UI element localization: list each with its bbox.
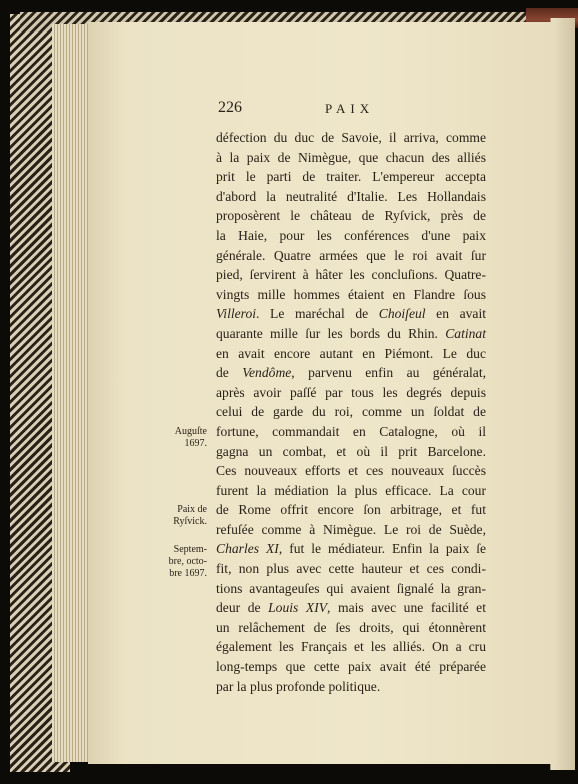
text-line: long-temps que cette paix avait été préparée — [216, 659, 486, 675]
margin-note-line: bre 1697. — [169, 567, 207, 579]
text-line: de Vendôme, parvenu enfin au généralat, — [216, 365, 486, 381]
text-line: pied, ſervirent à hâter les concluſions. Quatre- — [216, 267, 486, 283]
margin-note — [153, 426, 207, 450]
text-line: vingts mille hommes étaient en Flandre ſous — [216, 286, 486, 302]
margin-note-line: Septem- — [173, 543, 207, 555]
text-line: prit le parti de traiter. L'empereur accepta — [216, 169, 486, 185]
text-line: refuſée comme à Nimègue. Le roi de Suède, — [216, 521, 486, 537]
margin-note-line: Ryſvick. — [173, 516, 207, 528]
text-line: proposèrent le château de Ryſvick, près de — [216, 208, 486, 224]
text-line: Ces nouveaux efforts et ces nouveaux ſuccès — [216, 463, 486, 479]
margin-note-line: bre, octo- — [168, 555, 207, 567]
body-text — [216, 128, 486, 696]
text-line: d'abord la neutralité d'Italie. Les Hollandais — [216, 188, 486, 204]
text-line: après avoir paſſé par tous les degrés depuis — [216, 384, 486, 400]
margin-note — [153, 504, 207, 528]
text-line: Villeroi. Le maréchal de Choiſeul en avait — [216, 306, 486, 322]
text-line: furent la médiation la plus efficace. La cour — [216, 482, 486, 498]
text-line: de Rome offrit encore ſon arbitrage, et fut — [216, 502, 486, 518]
text-line: en avait encore autant en Piémont. Le duc — [216, 345, 486, 361]
text-line: tions avantageuſes qui avaient ſignalé la gran- — [216, 580, 486, 596]
text-line: défection du duc de Savoie, il arriva, comme — [216, 130, 486, 145]
margin-note — [153, 544, 207, 580]
text-line: quarante mille ſur les bords du Rhin. Catinat — [216, 325, 486, 341]
margin-note-line: Auguſte — [174, 426, 207, 437]
page-edges — [52, 24, 92, 762]
text-line: deur de Louis XIV, mais avec une facilité et — [216, 600, 486, 616]
text-line: générale. Quatre armées que le roi avait ſur — [216, 247, 486, 263]
text-line: fortune, commandait en Catalogne, où il — [216, 423, 486, 439]
text-line: à la paix de Nimègue, que chacun des alliés — [216, 149, 486, 165]
running-head: PAIX — [325, 101, 375, 116]
text-line: fit, non plus avec cette hauteur et ces condi- — [216, 561, 486, 577]
page-number: 226 — [218, 99, 242, 116]
text-line: un relâchement de ſes droits, qui étonnèrent — [216, 619, 486, 635]
text-line: par la plus profonde politique. — [216, 678, 381, 694]
margin-note-line: 1697. — [184, 438, 207, 449]
text-line: Charles XI, fut le médiateur. Enfin la paix ſe — [216, 541, 487, 557]
text-line: celui de garde du roi, comme un ſoldat de — [216, 404, 486, 420]
text-line: gagna un combat, et où il prit Barcelone. — [216, 443, 486, 459]
text-line: également les Français et les alliés. On a cru — [216, 639, 486, 655]
text-line: la Haie, pour les conférences d'une paix — [216, 227, 486, 243]
margin-note-line: Paix de — [177, 504, 207, 516]
